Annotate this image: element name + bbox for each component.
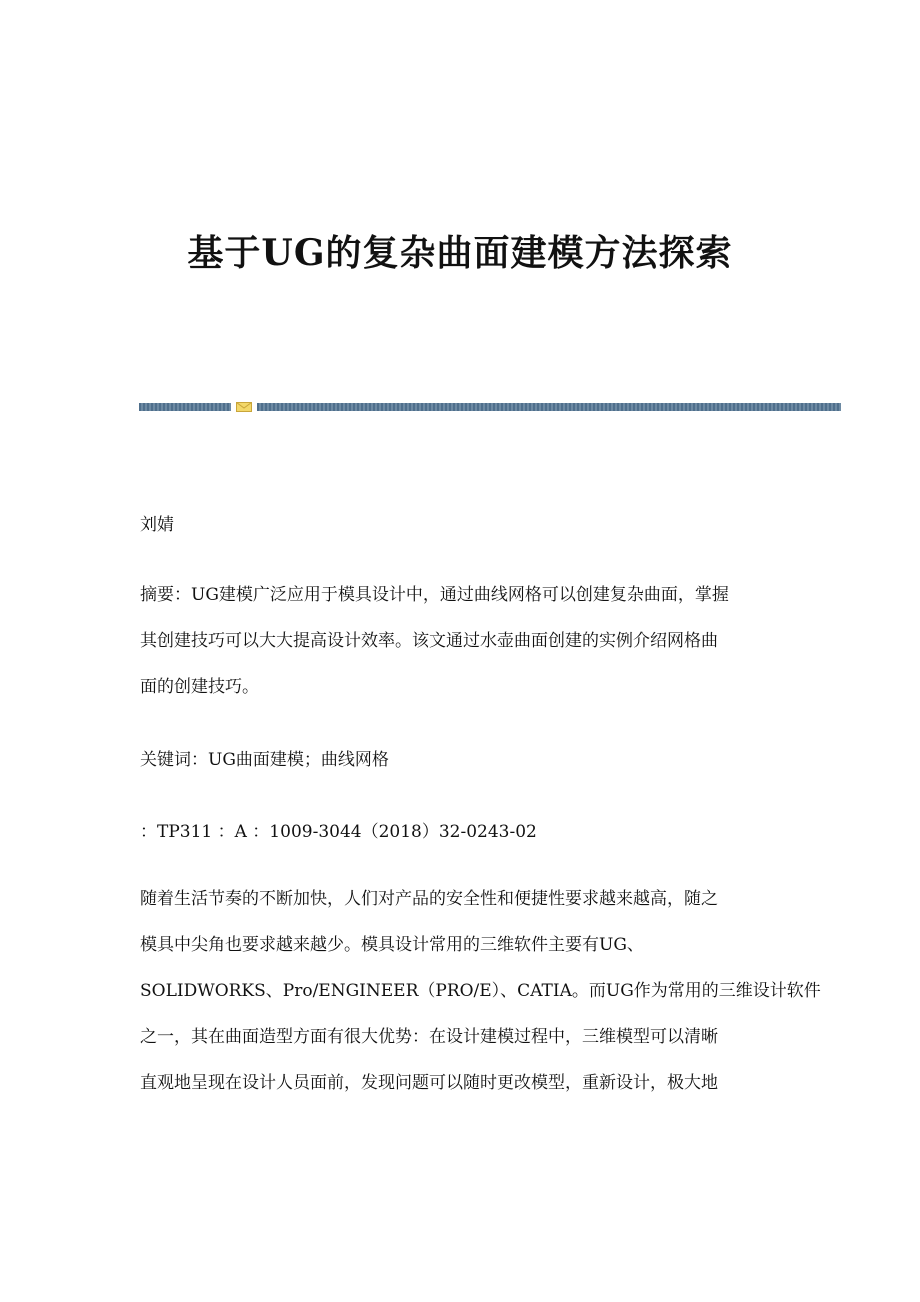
title-divider xyxy=(139,402,841,412)
divider-left-segment xyxy=(139,403,231,411)
body-line: 之一，其在曲面造型方面有很大优势：在设计建模过程中，三维模型可以清晰 xyxy=(140,1027,718,1047)
author-name: 刘婧 xyxy=(140,515,174,535)
document-title: 基于UG的复杂曲面建模方法探索 xyxy=(187,232,733,274)
abstract-paragraph xyxy=(140,572,780,710)
abstract-line: 其创建技巧可以大大提高设计效率。该文通过水壶曲面创建的实例介绍网格曲 xyxy=(140,631,718,651)
abstract-line: 面的创建技巧。 xyxy=(140,677,259,697)
abstract-line: 摘要：UG建模广泛应用于模具设计中，通过曲线网格可以创建复杂曲面，掌握 xyxy=(140,585,729,605)
body-line: 直观地呈现在设计人员面前，发现问题可以随时更改模型，重新设计，极大地 xyxy=(140,1073,718,1093)
envelope-icon xyxy=(236,402,252,412)
body-line: 随着生活节奏的不断加快，人们对产品的安全性和便捷性要求越来越高，随之 xyxy=(140,889,718,909)
body-line: 模具中尖角也要求越来越少。模具设计常用的三维软件主要有UG、 xyxy=(140,935,644,955)
body-line: SOLIDWORKS、Pro/ENGINEER（PRO/E）、CATIA。而UG作为常用的三维设计软件 xyxy=(140,981,821,1001)
classification-line: ：TP311 ：A ：1009-3044（2018）32-0243-02 xyxy=(140,822,537,842)
keywords-line: 关键词：UG曲面建模；曲线网格 xyxy=(140,750,389,770)
body-paragraph xyxy=(140,876,821,1106)
divider-right-segment xyxy=(257,403,841,411)
